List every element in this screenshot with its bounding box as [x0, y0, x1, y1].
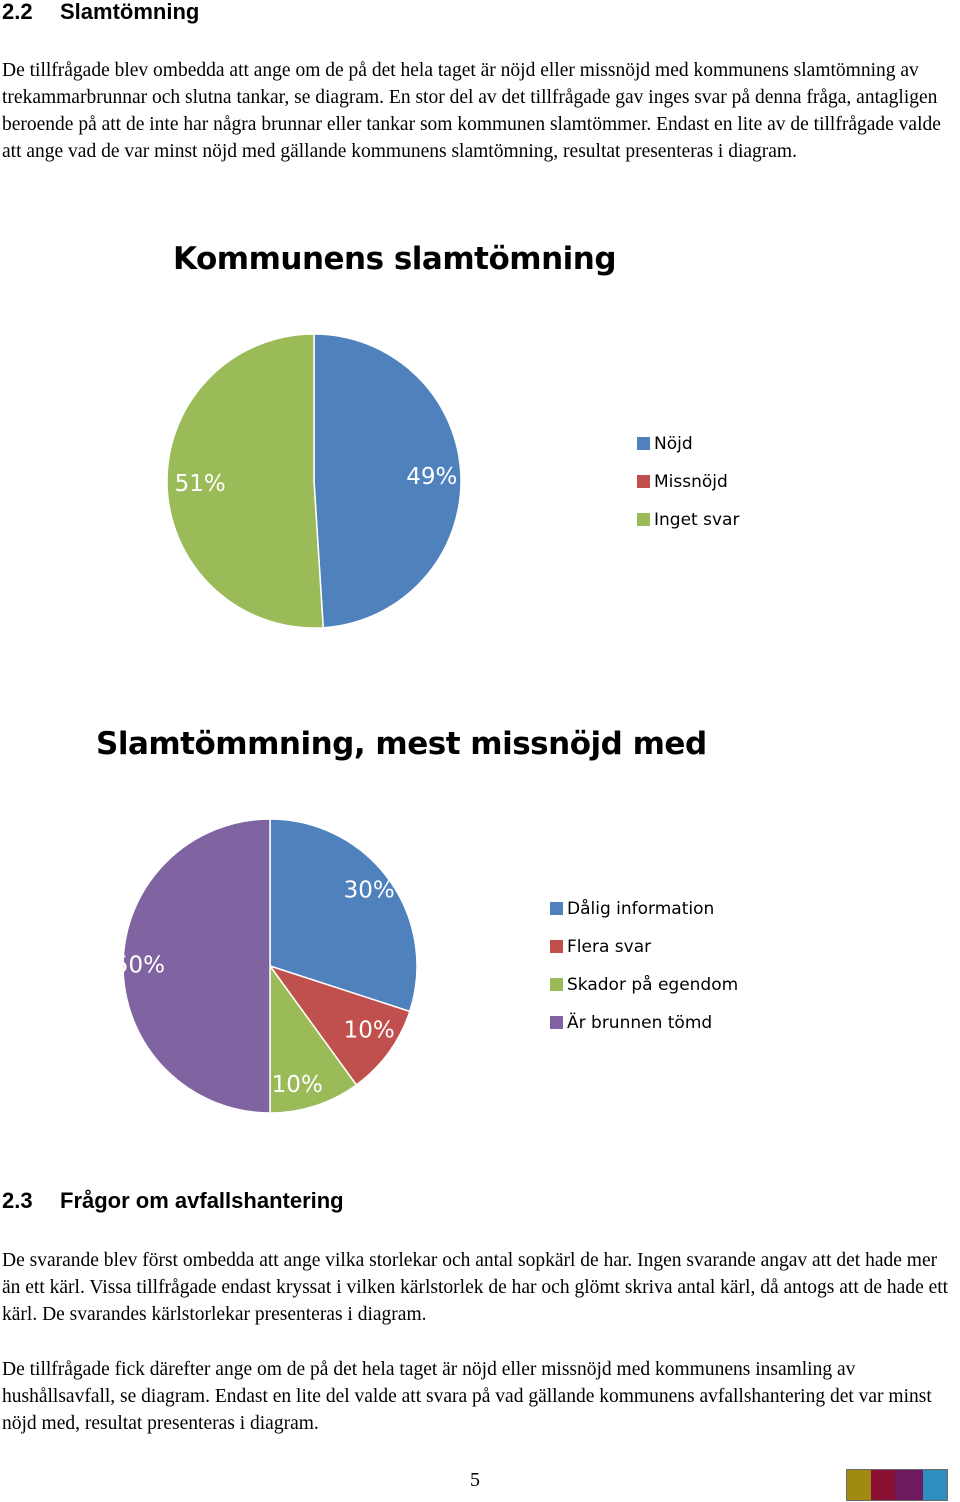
legend-item-flera-svar: Flera svar	[567, 937, 652, 957]
legend-swatch	[550, 978, 563, 991]
logo-block	[923, 1470, 947, 1500]
section-number: 2.2	[2, 0, 33, 24]
section-title: Frågor om avfallshantering	[60, 1188, 344, 1213]
legend-swatch	[550, 902, 563, 915]
legend-swatch	[637, 437, 650, 450]
logo-block	[871, 1470, 895, 1500]
pie-data-label: 49%	[406, 464, 458, 491]
footer-logo	[846, 1469, 948, 1501]
legend-item-inget-svar: Inget svar	[654, 510, 740, 530]
pie-data-label: 50%	[113, 952, 166, 979]
legend-swatch	[637, 513, 650, 526]
legend-swatch	[550, 1016, 563, 1029]
legend-swatch	[637, 475, 650, 488]
body-paragraph: De svarande blev först ombedda att ange vilka storlekar och antal sopkärl de har. Ingen svarande angav att det hade mer än ett kärl. Vissa tillfrågade endast kryssat i vilken kärlstorlek de har och glömt skriva antal kärl, då antogs att de hade ett kärl. De svarandes kärlstorlekar presenteras i diagram.	[2, 1250, 949, 1325]
logo-block	[895, 1470, 923, 1500]
page-number: 5	[470, 1469, 480, 1491]
pie-data-label: 10%	[271, 1072, 323, 1099]
body-paragraph: De tillfrågade fick därefter ange om de på det hela taget är nöjd eller missnöjd med kommunens insamling av hushållsavfall, se diagram. Endast en lite del valde att svara på vad gällande kommunens avfallshantering det var minst nöjd med, resultat presenteras i diagram.	[2, 1359, 932, 1434]
section-heading-2-3	[2, 1188, 344, 1214]
legend-item-nojd: Nöjd	[654, 434, 693, 454]
legend-item-missnojd: Missnöjd	[654, 472, 728, 492]
chart-title: Kommunens slamtömning	[173, 241, 617, 277]
pie-chart-mest-missnojd-med	[0, 805, 960, 1125]
chart-title: Slamtömmning, mest missnöjd med	[96, 726, 707, 762]
logo-block	[847, 1470, 871, 1500]
section-number: 2.3	[2, 1188, 33, 1213]
legend-item-ar-brunnen-tomd: Är brunnen tömd	[567, 1013, 713, 1033]
body-paragraph: De tillfrågade blev ombedda att ange om de på det hela taget är nöjd eller missnöjd med kommunens slamtömning av trekammarbrunnar och slutna tankar, se diagram. En stor del av det tillfrågade gav inges svar på denna fråga, antagligen beroende på att de inte har några brunnar eller tankar som kommunen slamtömmer. Endast en lite av de tillfrågade valde att ange vad de var minst nöjd med gällande kommunens slamtömning, resultat presenteras i diagram.	[2, 60, 941, 162]
section-title: Slamtömning	[60, 0, 200, 24]
pie-data-label: 51%	[174, 470, 226, 497]
legend-swatch	[550, 940, 563, 953]
section-heading-2-2	[2, 0, 199, 25]
pie-data-label: 10%	[343, 1017, 395, 1044]
pie-data-label: 30%	[343, 877, 395, 904]
legend-item-dalig-information: Dålig information	[567, 899, 715, 919]
legend-item-skador-pa-egendom: Skador på egendom	[567, 975, 739, 995]
pie-chart-kommunens-slamtomning	[0, 320, 960, 650]
